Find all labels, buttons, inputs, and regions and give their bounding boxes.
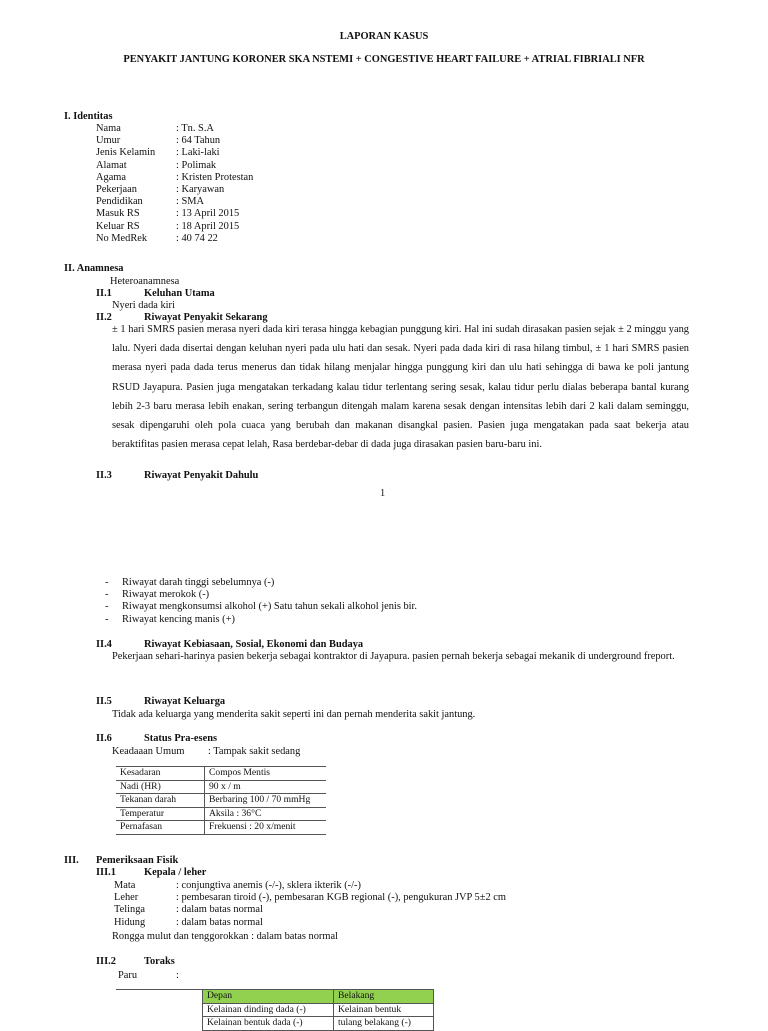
keluhan-utama-heading: Keluhan Utama — [144, 288, 215, 299]
identitas-value: : Karyawan — [176, 184, 225, 195]
keluarga-heading: Riwayat Keluarga — [144, 696, 226, 707]
section-number: III.1 — [96, 867, 116, 878]
identitas-key: Agama — [96, 171, 127, 183]
penyakit-dahulu-item: Riwayat darah tinggi sebelumnya (-) — [122, 577, 275, 588]
penyakit-dahulu-item: Riwayat mengkonsumsi alkohol (+) Satu tahun sekali alkohol jenis bir. — [122, 601, 418, 613]
vitals-value: 90 x / m — [205, 780, 327, 794]
vitals-label: Temperatur — [116, 807, 205, 821]
section-number: II.3 — [96, 470, 112, 481]
penyakit-dahulu-heading: Riwayat Penyakit Dahulu — [144, 470, 259, 481]
identitas-value: : Polimak — [176, 159, 217, 171]
section-number: III. — [64, 855, 79, 866]
vitals-row — [116, 794, 326, 808]
identitas-key: Pendidikan — [96, 196, 143, 208]
identitas-value: : Kristen Protestan — [176, 171, 254, 183]
penyakit-dahulu-item: Riwayat merokok (-) — [122, 589, 210, 601]
kepala-leher-heading: Kepala / leher — [144, 867, 207, 878]
pemeriksaan-fisik-heading: Pemeriksaan Fisik — [96, 855, 179, 866]
section-number: II.1 — [96, 288, 112, 299]
fisik-value: : conjungtiva anemis (-/-), sklera ikterik (-/-) — [176, 880, 361, 891]
paru-table — [202, 989, 434, 1031]
paru-cell: Kelainan bentuk — [334, 1003, 434, 1017]
vitals-row — [116, 807, 326, 821]
paru-header-row — [203, 990, 434, 1004]
rongga-mulut-text: Rongga mulut dan tenggorokkan : dalam batas normal — [112, 931, 338, 942]
fisik-value: : pembesaran tiroid (-), pembesaran KGB regional (-), pengukuran JVP 5±2 cm — [176, 892, 506, 904]
keadaan-umum-value: : Tampak sakit sedang — [208, 746, 301, 757]
vitals-label: Pernafasan — [116, 821, 205, 835]
vitals-table — [116, 766, 326, 835]
identitas-key: Pekerjaan — [96, 184, 137, 195]
identitas-key: Umur — [96, 135, 121, 147]
bullet-dash: - — [105, 601, 109, 613]
fisik-value: : dalam batas normal — [176, 904, 263, 916]
status-praesens-heading: Status Pra-esens — [144, 733, 218, 744]
paru-cell: Kelainan dinding dada (-) — [203, 1003, 334, 1017]
section-number: II.5 — [96, 696, 112, 707]
table-rule — [116, 989, 202, 990]
fisik-key: Hidung — [114, 916, 146, 928]
fisik-key: Telinga — [114, 904, 146, 916]
vitals-row — [116, 767, 326, 781]
vitals-label: Tekanan darah — [116, 794, 205, 808]
identitas-value: : 64 Tahun — [176, 135, 221, 147]
paru-header-cell: Belakang — [334, 990, 434, 1004]
keluarga-text: Tidak ada keluarga yang menderita sakit seperti ini dan pernah menderita sakit jantung. — [112, 709, 476, 720]
vitals-value: Berbaring 100 / 70 mmHg — [205, 794, 327, 808]
identitas-value: : 13 April 2015 — [176, 208, 240, 220]
vitals-label: Kesadaran — [116, 767, 205, 781]
paru-row — [203, 1017, 434, 1031]
penyakit-dahulu-item: Riwayat kencing manis (+) — [122, 613, 235, 625]
vitals-value: Compos Mentis — [205, 767, 327, 781]
identitas-value: : 18 April 2015 — [176, 220, 240, 232]
paru-cell: Kelainan bentuk dada (-) — [203, 1017, 334, 1031]
paru-colon: : — [176, 970, 179, 981]
vitals-row — [116, 780, 326, 794]
fisik-key: Leher — [114, 892, 139, 904]
keluhan-utama-text: Nyeri dada kiri — [112, 300, 175, 311]
identitas-value: : Laki-laki — [176, 147, 220, 159]
identitas-value: : 40 74 22 — [176, 232, 218, 244]
paru-row — [203, 1003, 434, 1017]
identitas-value: : SMA — [176, 196, 205, 208]
toraks-heading: Toraks — [144, 956, 175, 967]
vitals-value: Frekuensi : 20 x/menit — [205, 821, 327, 835]
section-number: II.4 — [96, 639, 112, 650]
kebiasaan-text: Pekerjaan sehari-harinya pasien bekerja sebagai kontraktor di Jayapura. pasien pernah bekerja sebagai mekanik di underground freport. — [112, 651, 675, 662]
section-number: III.2 — [96, 956, 116, 967]
vitals-label: Nadi (HR) — [116, 780, 205, 794]
bullet-dash: - — [105, 613, 109, 625]
vitals-value: Aksila : 36°C — [205, 807, 327, 821]
page-number: 1 — [380, 488, 386, 499]
identitas-key: Jenis Kelamin — [96, 147, 156, 159]
identitas-heading: I. Identitas — [64, 111, 113, 122]
paru-header-cell: Depan — [203, 990, 334, 1004]
section-number: II.6 — [96, 733, 112, 744]
identitas-key: Nama — [96, 123, 121, 134]
penyakit-sekarang-heading: Riwayat Penyakit Sekarang — [144, 312, 268, 323]
section-number: II.2 — [96, 312, 112, 323]
identitas-key: Keluar RS — [96, 220, 140, 232]
bullet-dash: - — [105, 589, 109, 601]
penyakit-sekarang-text: ± 1 hari SMRS pasien merasa nyeri dada kiri terasa hingga kebagian punggung kiri. Hal ini sudah dirasakan pasien sejak ± 2 minggu yang lalu. Nyeri dada disertai dengan keluhan nyeri pada ulu hati dan sesak. Nyeri pada dada kiri di rasa hilang timbul, ± 1 hari SMRS pasien merasa nyeri pada dada terus menerus dan tidak hilang menjalar hingga punggung kiri dan ulu hati sehingga di bawa ke poli jantung RSUD Jayapura. Pasien juga mengatakan terkadang kalau tidur terlentang sering sesak, kalau tidur perlu dialas beberapa bantal kurang lebih 2-3 baru merasa lebih enakan, sering terbangun ditengah malam karena sesak dengan intensitas lebih dari 2 kali dalam seminggu, sesak dipengaruhi oleh pola cuaca yang berubah dan makanan disangkal pasien. Pasien juga mengatakan pada saat bekerja atau beraktifitas pasien merasa cepat lelah, Rasa berdebar-debar di dada juga dirasakan pasien baru-baru ini. — [112, 324, 689, 451]
fisik-value: : dalam batas normal — [176, 916, 263, 928]
identitas-key: Masuk RS — [96, 208, 140, 220]
paru-label: Paru — [118, 970, 138, 981]
anamnesa-heading: II. Anamnesa — [64, 263, 124, 274]
report-subtitle: PENYAKIT JANTUNG KORONER SKA NSTEMI + CONGESTIVE HEART FAILURE + ATRIAL FIBRIALI NFR — [123, 54, 645, 65]
identitas-value: : Tn. S.A — [176, 123, 214, 134]
identitas-key: Alamat — [96, 159, 127, 171]
report-title: LAPORAN KASUS — [339, 31, 429, 42]
paru-cell: tulang belakang (-) — [334, 1017, 434, 1031]
fisik-key: Mata — [114, 880, 136, 891]
anamnesa-intro: Heteroanamnesa — [110, 276, 180, 287]
identitas-key: No MedRek — [96, 232, 148, 244]
kebiasaan-heading: Riwayat Kebiasaan, Sosial, Ekonomi dan Budaya — [144, 639, 364, 650]
vitals-row — [116, 821, 326, 835]
bullet-dash: - — [105, 577, 109, 588]
keadaan-umum-label: Keadaaan Umum — [112, 746, 185, 757]
